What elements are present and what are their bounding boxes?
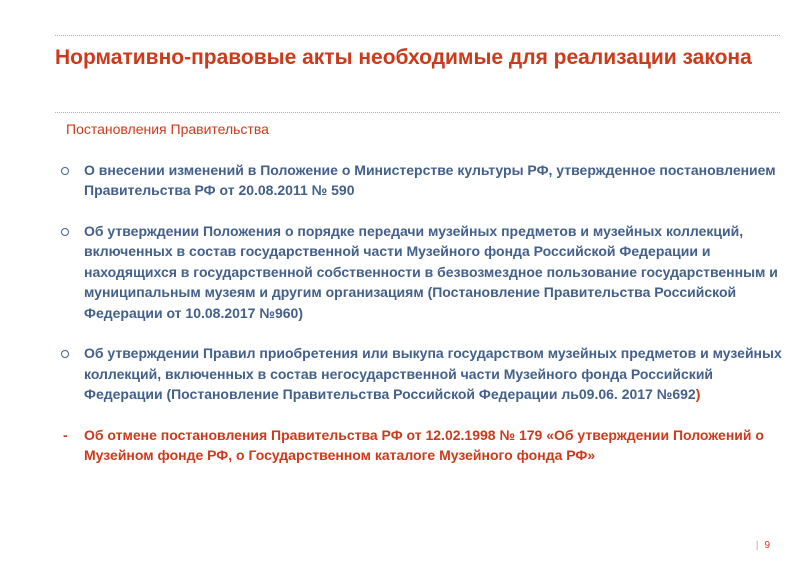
list-item-text: Об утверждении Положения о порядке передачи музейных предметов и музейных коллекций, включенных в состав государственной части Музейного фонда Российской Федерации и находящихся в государственной собственности в безвозмездное пользование государственным и муниципальным музеям и другим организациям (Постановление Правительства Российской Федерации от 10.08.2017 №960) bbox=[84, 222, 778, 321]
page-footer bbox=[756, 540, 770, 551]
circle-bullet-icon bbox=[58, 160, 76, 181]
top-divider bbox=[55, 35, 780, 36]
circle-bullet-icon bbox=[58, 343, 76, 364]
slide-content bbox=[58, 119, 783, 486]
page-number: 9 bbox=[764, 540, 770, 551]
page-separator: | bbox=[755, 540, 759, 551]
list-item-text: Об утверждении Правил приобретения или выкупа государством музейных предметов и музейных коллекций, включенных в состав негосударственной части Музейного фонда Российский Федерации (Постановление Правительства Российской Федерации ль09.06. 2017 №692 bbox=[84, 345, 782, 402]
list-item-text: О внесении изменений в Положение о Министерстве культуры РФ, утвержденное постановлением Правительства РФ от 20.08.2011 № 590 bbox=[84, 161, 776, 198]
circle-bullet-icon bbox=[58, 221, 76, 242]
list-item-text-tail: ) bbox=[695, 386, 701, 402]
slide-title: Нормативно-правовые акты необходимые для реализации закона bbox=[55, 46, 752, 69]
list-item-decree-590 bbox=[58, 160, 783, 201]
title-divider bbox=[55, 112, 780, 113]
list-item-decree-692 bbox=[58, 343, 783, 405]
section-heading: Постановления Правительства bbox=[66, 121, 269, 137]
list-item-decree-179-repeal bbox=[58, 425, 783, 466]
list-item-decree-960 bbox=[58, 221, 783, 324]
list-item-text: Об отмене постановления Правительства РФ от 12.02.1998 № 179 «Об утверждении Положений о Музейном фонде РФ, о Государственном каталоге Музейного фонда РФ» bbox=[84, 426, 764, 463]
dash-bullet: - bbox=[63, 426, 68, 443]
